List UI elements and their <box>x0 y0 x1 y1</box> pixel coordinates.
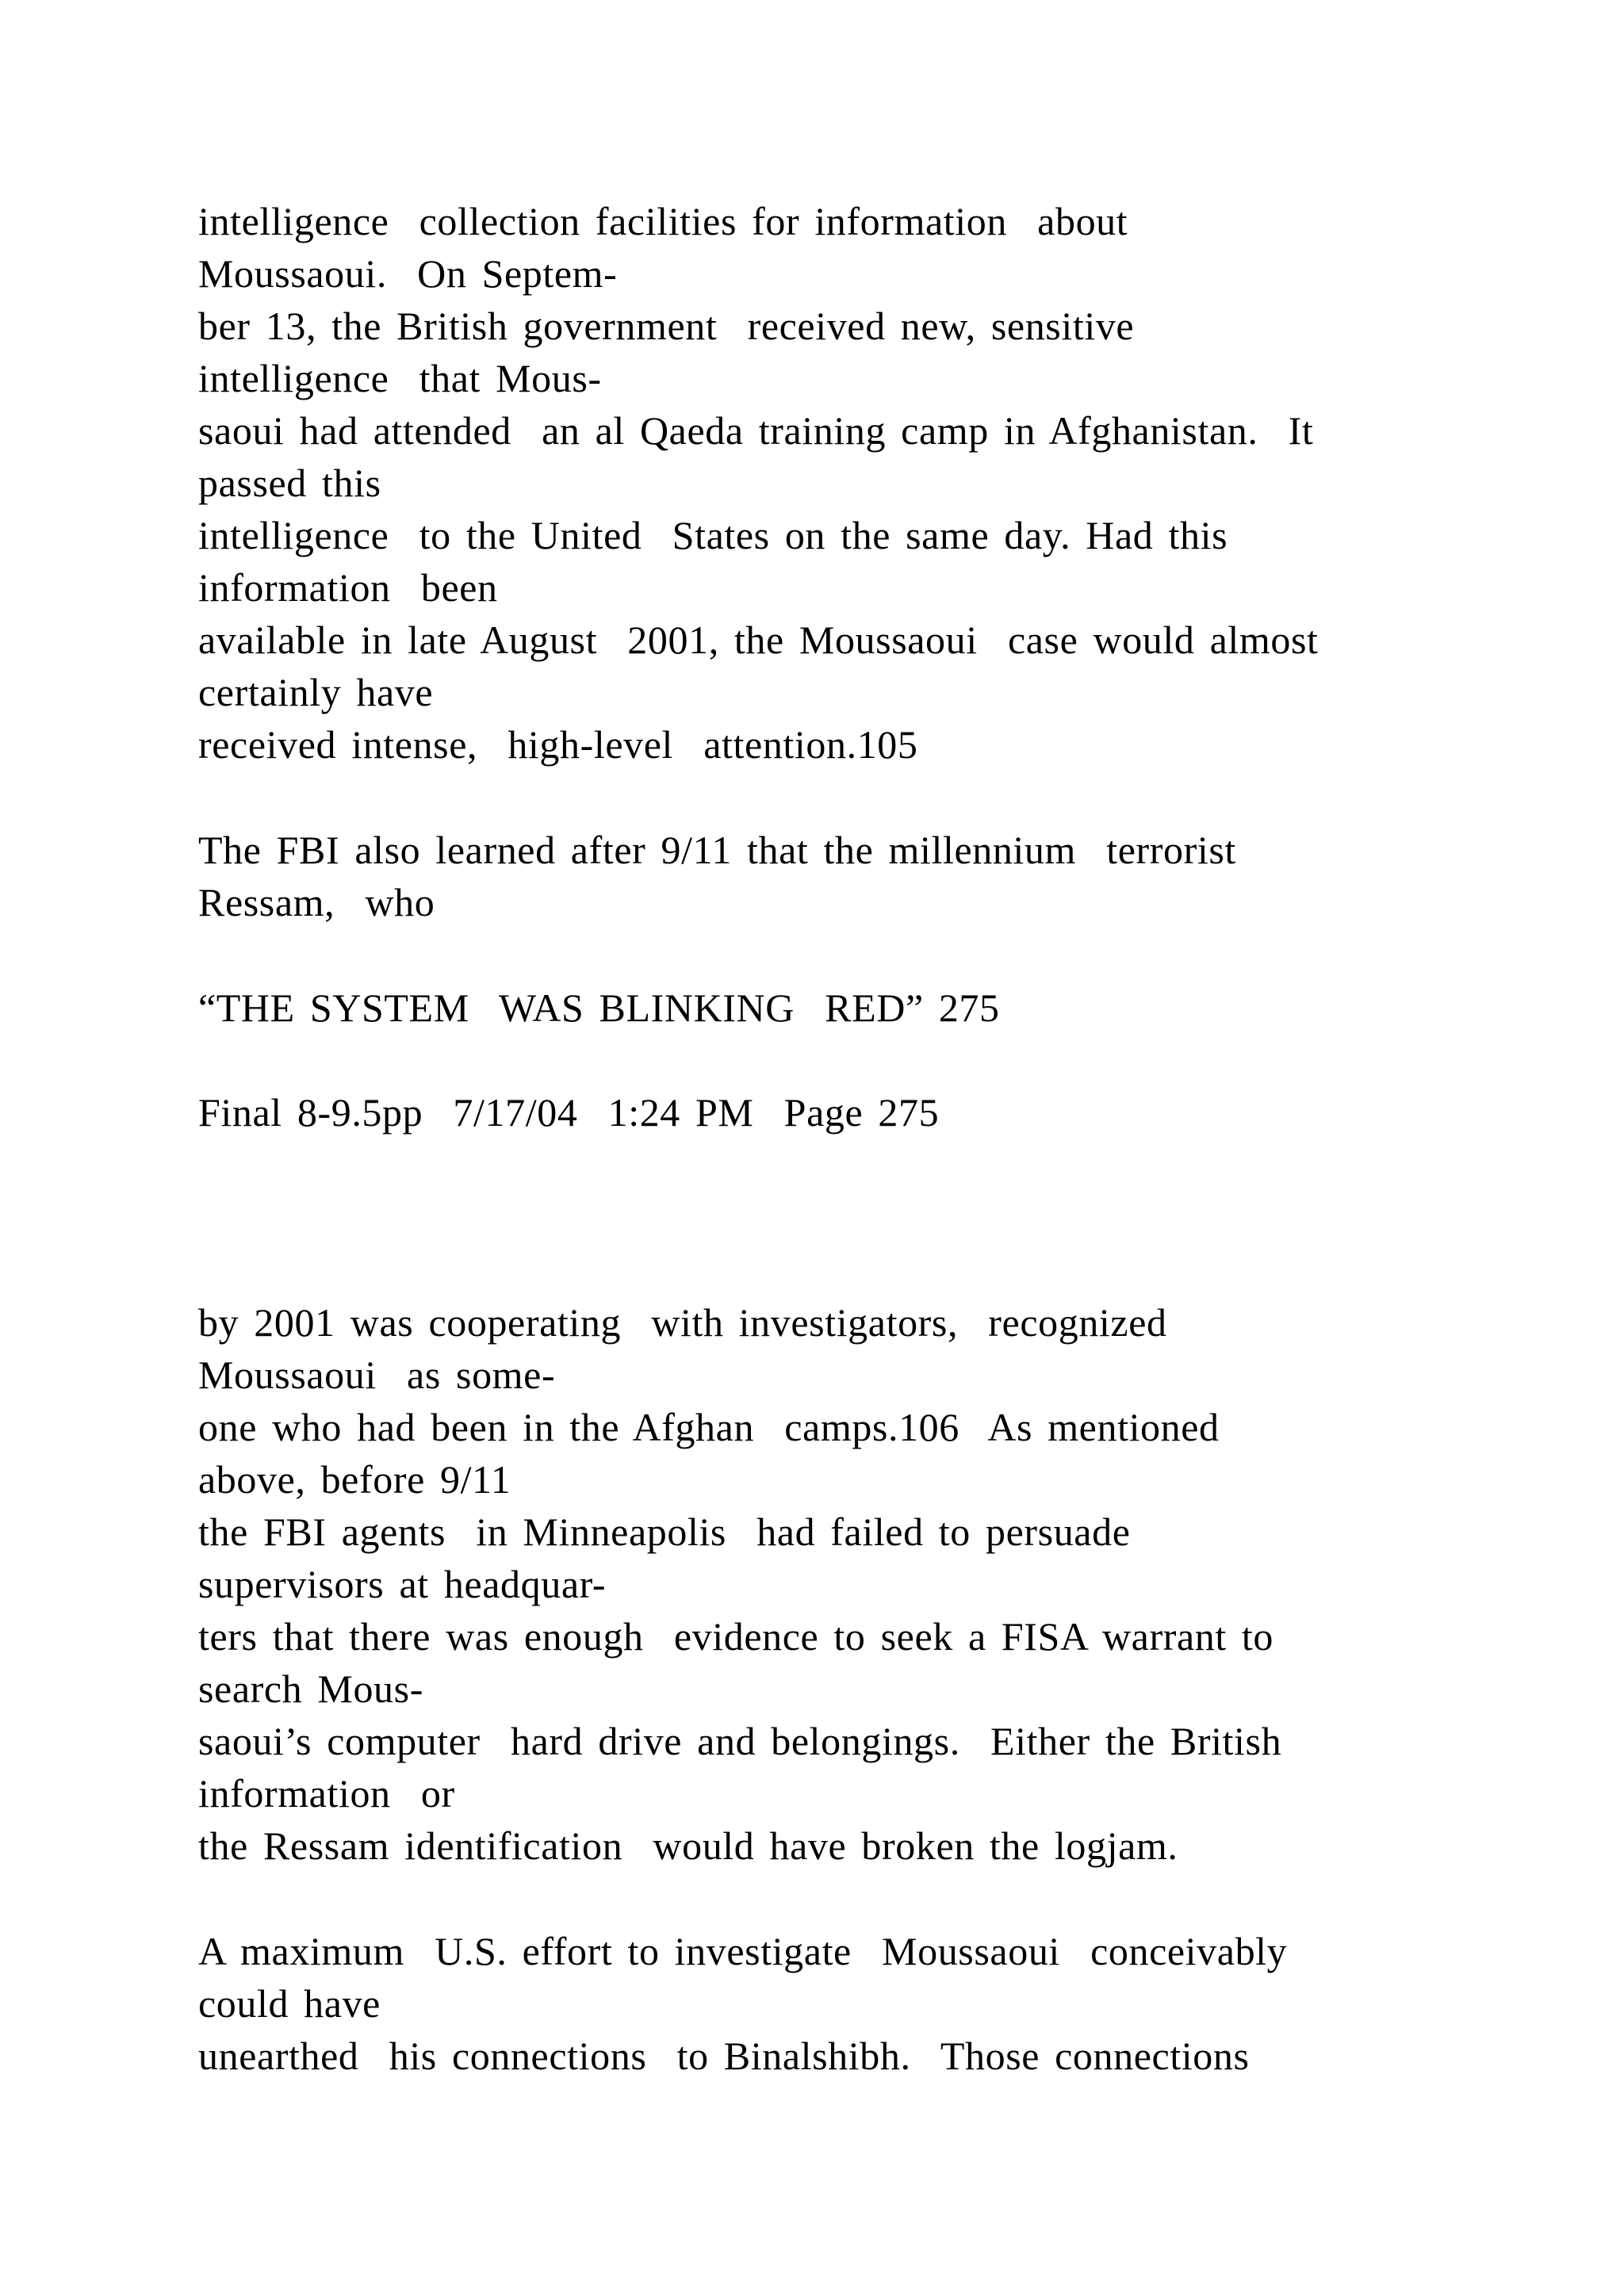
text-line: saoui’s computer hard drive and belongings. Either the British <box>198 1719 1282 1763</box>
text-line: the FBI agents in Minneapolis had failed to persuade <box>198 1510 1131 1554</box>
text-line: information been <box>198 565 498 610</box>
text-line: the Ressam identification would have broken the logjam. <box>198 1823 1178 1868</box>
text-line: The FBI also learned after 9/11 that the millennium terrorist <box>198 828 1236 872</box>
text-line: one who had been in the Afghan camps.106 As mentioned <box>198 1405 1220 1449</box>
text-line: could have <box>198 1981 381 2026</box>
text-line: saoui had attended an al Qaeda training camp in Afghanistan. It <box>198 408 1314 453</box>
text-line: search Mous- <box>198 1667 423 1711</box>
text-line: intelligence collection facilities for information about <box>198 199 1128 243</box>
text-line: passed this <box>198 461 381 505</box>
text-line: intelligence that Mous- <box>198 356 602 400</box>
text-line: received intense, high-level attention.105 <box>198 722 918 767</box>
text-line: available in late August 2001, the Moussaoui case would almost <box>198 618 1319 662</box>
print-slug: Final 8-9.5pp 7/17/04 1:24 PM Page 275 <box>198 1090 940 1135</box>
text-line: certainly have <box>198 670 434 714</box>
text-line: ters that there was enough evidence to seek a FISA warrant to <box>198 1614 1274 1659</box>
text-line: above, before 9/11 <box>198 1457 511 1502</box>
text-line: unearthed his connections to Binalshibh. Those connections <box>198 2034 1250 2078</box>
text-line: supervisors at headquar- <box>198 1562 607 1606</box>
running-header: “THE SYSTEM WAS BLINKING RED” 275 <box>198 985 1000 1030</box>
text-line: A maximum U.S. effort to investigate Moussaoui conceivably <box>198 1929 1288 1973</box>
text-line: by 2001 was cooperating with investigators, recognized <box>198 1300 1167 1345</box>
text-line: Moussaoui. On Septem- <box>198 251 618 296</box>
text-line: Moussaoui as some- <box>198 1353 556 1397</box>
text-line: Ressam, who <box>198 880 435 924</box>
text-line: information or <box>198 1771 455 1816</box>
text-line: intelligence to the United States on the same day. Had this <box>198 513 1228 557</box>
text-line: ber 13, the British government received new, sensitive <box>198 304 1135 348</box>
